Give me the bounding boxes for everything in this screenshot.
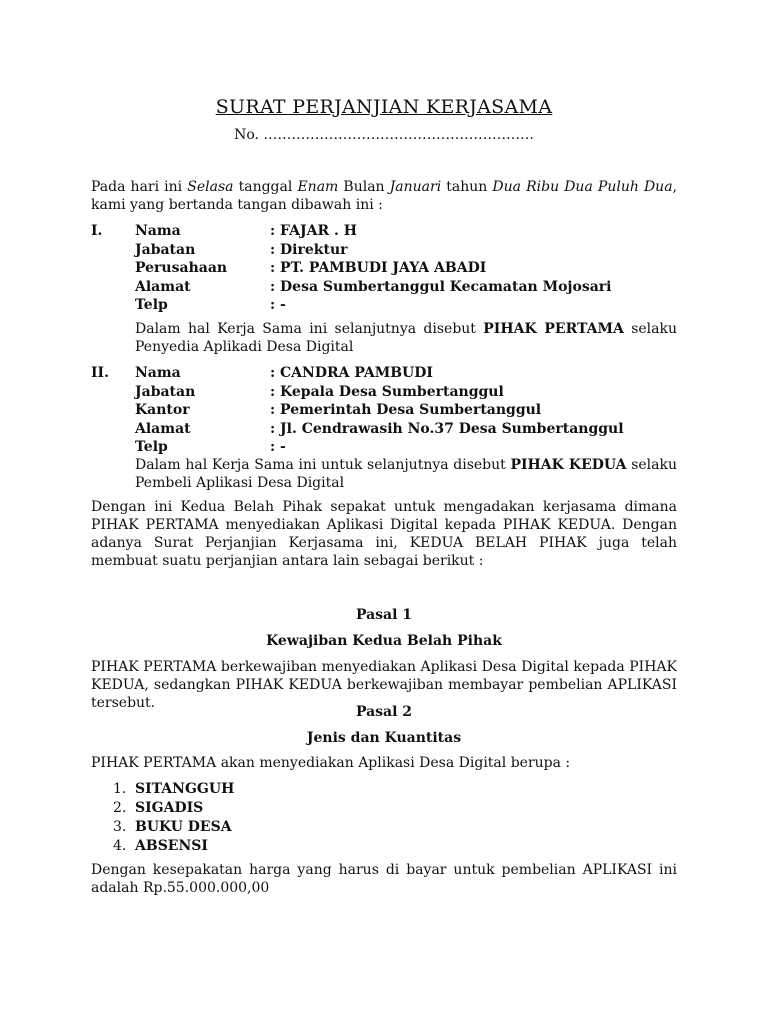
desc-text: Dalam hal Kerja Sama ini selanjutnya disebut <box>135 321 484 337</box>
opening-text-3: Bulan <box>338 179 390 195</box>
agreement-intro: Dengan ini Kedua Belah Pihak sepakat untuk mengadakan kerjasama dimana PIHAK PERTAMA menyediakan Aplikasi Digital kepada PIHAK KEDUA. Dengan adanya Surat Perjanjian Kerjasama ini, KEDUA BELAH PIHAK juga telah membuat suatu perjanjian antara lain sebagai berikut : <box>91 499 677 569</box>
field-value: : Jl. Cendrawasih No.37 Desa Sumbertanggul <box>270 420 624 437</box>
desc-text: selaku Pembeli Aplikasi Desa Digital <box>135 457 678 491</box>
field-label: Jabatan <box>135 241 196 258</box>
party-2-field <box>135 383 677 402</box>
pasal-2-intro: PIHAK PERTAMA akan menyediakan Aplikasi Desa Digital berupa : <box>91 755 571 771</box>
field-label: Alamat <box>135 278 191 295</box>
field-value: : Kepala Desa Sumbertanggul <box>270 383 504 400</box>
field-value: : Direktur <box>270 241 348 258</box>
field-label: Alamat <box>135 420 191 437</box>
opening-month: Januari <box>389 179 442 195</box>
pasal-1-subheading: Kewajiban Kedua Belah Pihak <box>266 633 502 649</box>
opening-text-1: Pada hari ini <box>91 179 188 195</box>
list-text: BUKU DESA <box>135 819 232 835</box>
opening-text-5: , kami yang bertanda tangan dibawah ini : <box>91 179 677 213</box>
field-label: Nama <box>135 223 181 239</box>
party-2-field <box>135 401 677 420</box>
opening-year: Dua Ribu Dua Puluh Dua <box>492 179 673 195</box>
opening-paragraph <box>91 178 677 214</box>
list-number: 1. <box>113 781 127 797</box>
party-1-field <box>135 259 677 278</box>
party-2-field <box>135 364 677 383</box>
list-text: ABSENSI <box>135 838 208 854</box>
field-value: : Desa Sumbertanggul Kecamatan Mojosari <box>270 278 612 295</box>
opening-text-4: tahun <box>441 179 493 195</box>
field-value: : FAJAR . H <box>270 223 357 239</box>
party-1-description <box>135 320 677 356</box>
list-number: 3. <box>113 819 127 835</box>
desc-party-name: PIHAK KEDUA <box>510 457 627 473</box>
party-1-field <box>135 222 677 241</box>
opening-text-2: tanggal <box>233 179 298 195</box>
field-label: Telp <box>135 439 168 455</box>
pasal-2-subheading: Jenis dan Kuantitas <box>306 730 462 746</box>
desc-text: Dalam hal Kerja Sama ini untuk selanjutnya disebut <box>135 457 511 473</box>
desc-text: selaku Penyedia Aplikadi Desa Digital <box>135 321 677 355</box>
field-value: : - <box>270 297 286 313</box>
list-number: 2. <box>113 800 127 816</box>
party-1-field <box>135 278 677 297</box>
pasal-2-heading: Pasal 2 <box>355 704 413 720</box>
document-number: No. …………………………………………………. <box>234 127 534 143</box>
list-text: SITANGGUH <box>135 781 235 797</box>
field-value: : - <box>270 439 286 455</box>
pasal-1-heading: Pasal 1 <box>355 607 413 623</box>
field-value: : Pemerintah Desa Sumbertanggul <box>270 402 542 418</box>
desc-party-name: PIHAK PERTAMA <box>483 321 624 337</box>
field-value: : PT. PAMBUDI JAYA ABADI <box>270 260 487 276</box>
party-1-field <box>135 296 677 315</box>
pasal-1-text: PIHAK PERTAMA berkewajiban menyediakan Aplikasi Desa Digital kepada PIHAK KEDUA, sedangkan PIHAK KEDUA berkewajiban membayar pembelian APLIKASI tersebut. <box>91 659 677 711</box>
party-1-field <box>135 241 677 260</box>
list-number: 4. <box>113 838 127 854</box>
party-2-number: II. <box>91 365 109 381</box>
field-label: Nama <box>135 365 181 381</box>
opening-day: Selasa <box>187 179 234 195</box>
price-paragraph: Dengan kesepakatan harga yang harus di bayar untuk pembelian APLIKASI ini adalah Rp.55.000.000,00 <box>91 862 677 896</box>
field-label: Jabatan <box>135 383 196 400</box>
field-value: : CANDRA PAMBUDI <box>270 365 433 381</box>
party-1-number: I. <box>91 223 103 239</box>
list-text: SIGADIS <box>135 800 204 816</box>
party-2-field <box>135 420 677 439</box>
field-label: Perusahaan <box>135 260 228 276</box>
document-title: SURAT PERJANJIAN KERJASAMA <box>215 96 553 118</box>
party-2-fields <box>135 364 677 457</box>
opening-date: Enam <box>297 179 339 195</box>
field-label: Telp <box>135 297 168 313</box>
party-1-fields <box>135 222 677 315</box>
party-2-field <box>135 438 677 457</box>
field-label: Kantor <box>135 402 190 418</box>
party-2-description <box>135 456 677 492</box>
